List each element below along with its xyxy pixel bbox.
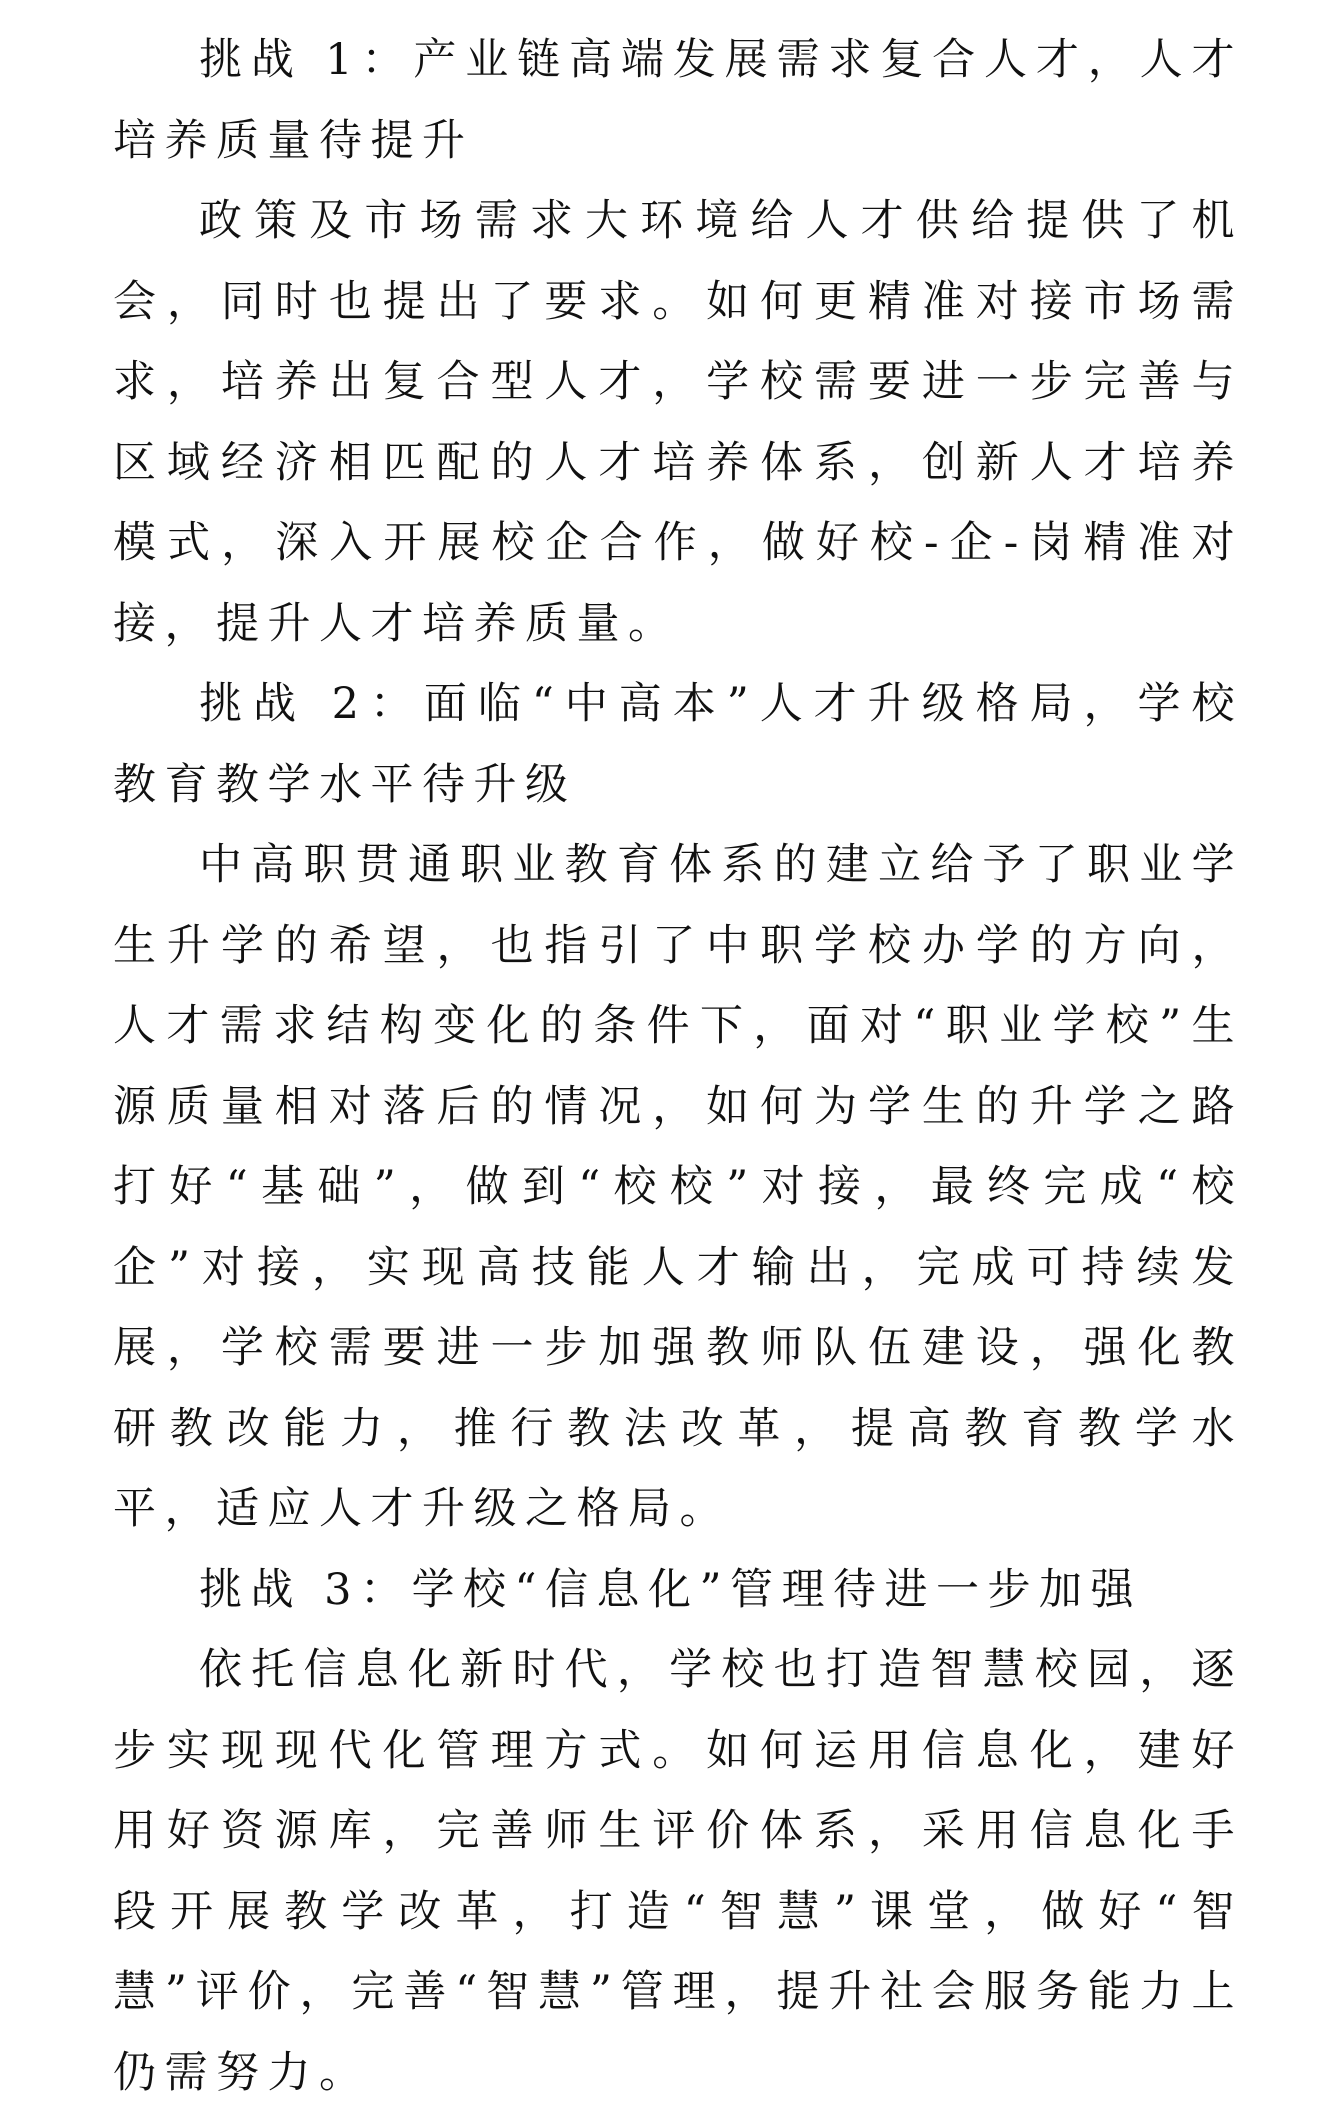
- challenge-1-heading: 挑战 1：产业链高端发展需求复合人才，人才培养质量待提升: [113, 35, 1243, 166]
- challenge-3-heading: 挑战 3：学校“信息化”管理待进一步加强: [199, 1564, 1142, 1615]
- challenge-2-heading: 挑战 2：面临“中高本”人才升级格局，学校教育教学水平待升级: [113, 679, 1243, 810]
- challenge-1-body: 政策及市场需求大环境给人才供给提供了机会，同时也提出了要求。如何更精准对接市场需求，培养出复合型人才，学校需要进一步完善与区域经济相匹配的人才培养体系，创新人才培养模式，深入开展校企合作，做好校-企-岗精准对接，提升人才培养质量。: [113, 196, 1243, 649]
- challenge-3-body: 依托信息化新时代，学校也打造智慧校园，逐步实现现代化管理方式。如何运用信息化，建好用好资源库，完善师生评价体系，采用信息化手段开展教学改革，打造“智慧”课堂，做好“智慧”评价，完善“智慧”管理，提升社会服务能力上仍需努力。: [113, 1645, 1243, 2098]
- document-body: [113, 20, 1243, 2113]
- challenge-2-body: 中高职贯通职业教育体系的建立给予了职业学生升学的希望，也指引了中职学校办学的方向，人才需求结构变化的条件下，面对“职业学校”生源质量相对落后的情况，如何为学生的升学之路打好“基础”，做到“校校”对接，最终完成“校企”对接，实现高技能人才输出，完成可持续发展，学校需要进一步加强教师队伍建设，强化教研教改能力，推行教法改革，提高教育教学水平，适应人才升级之格局。: [113, 840, 1243, 1534]
